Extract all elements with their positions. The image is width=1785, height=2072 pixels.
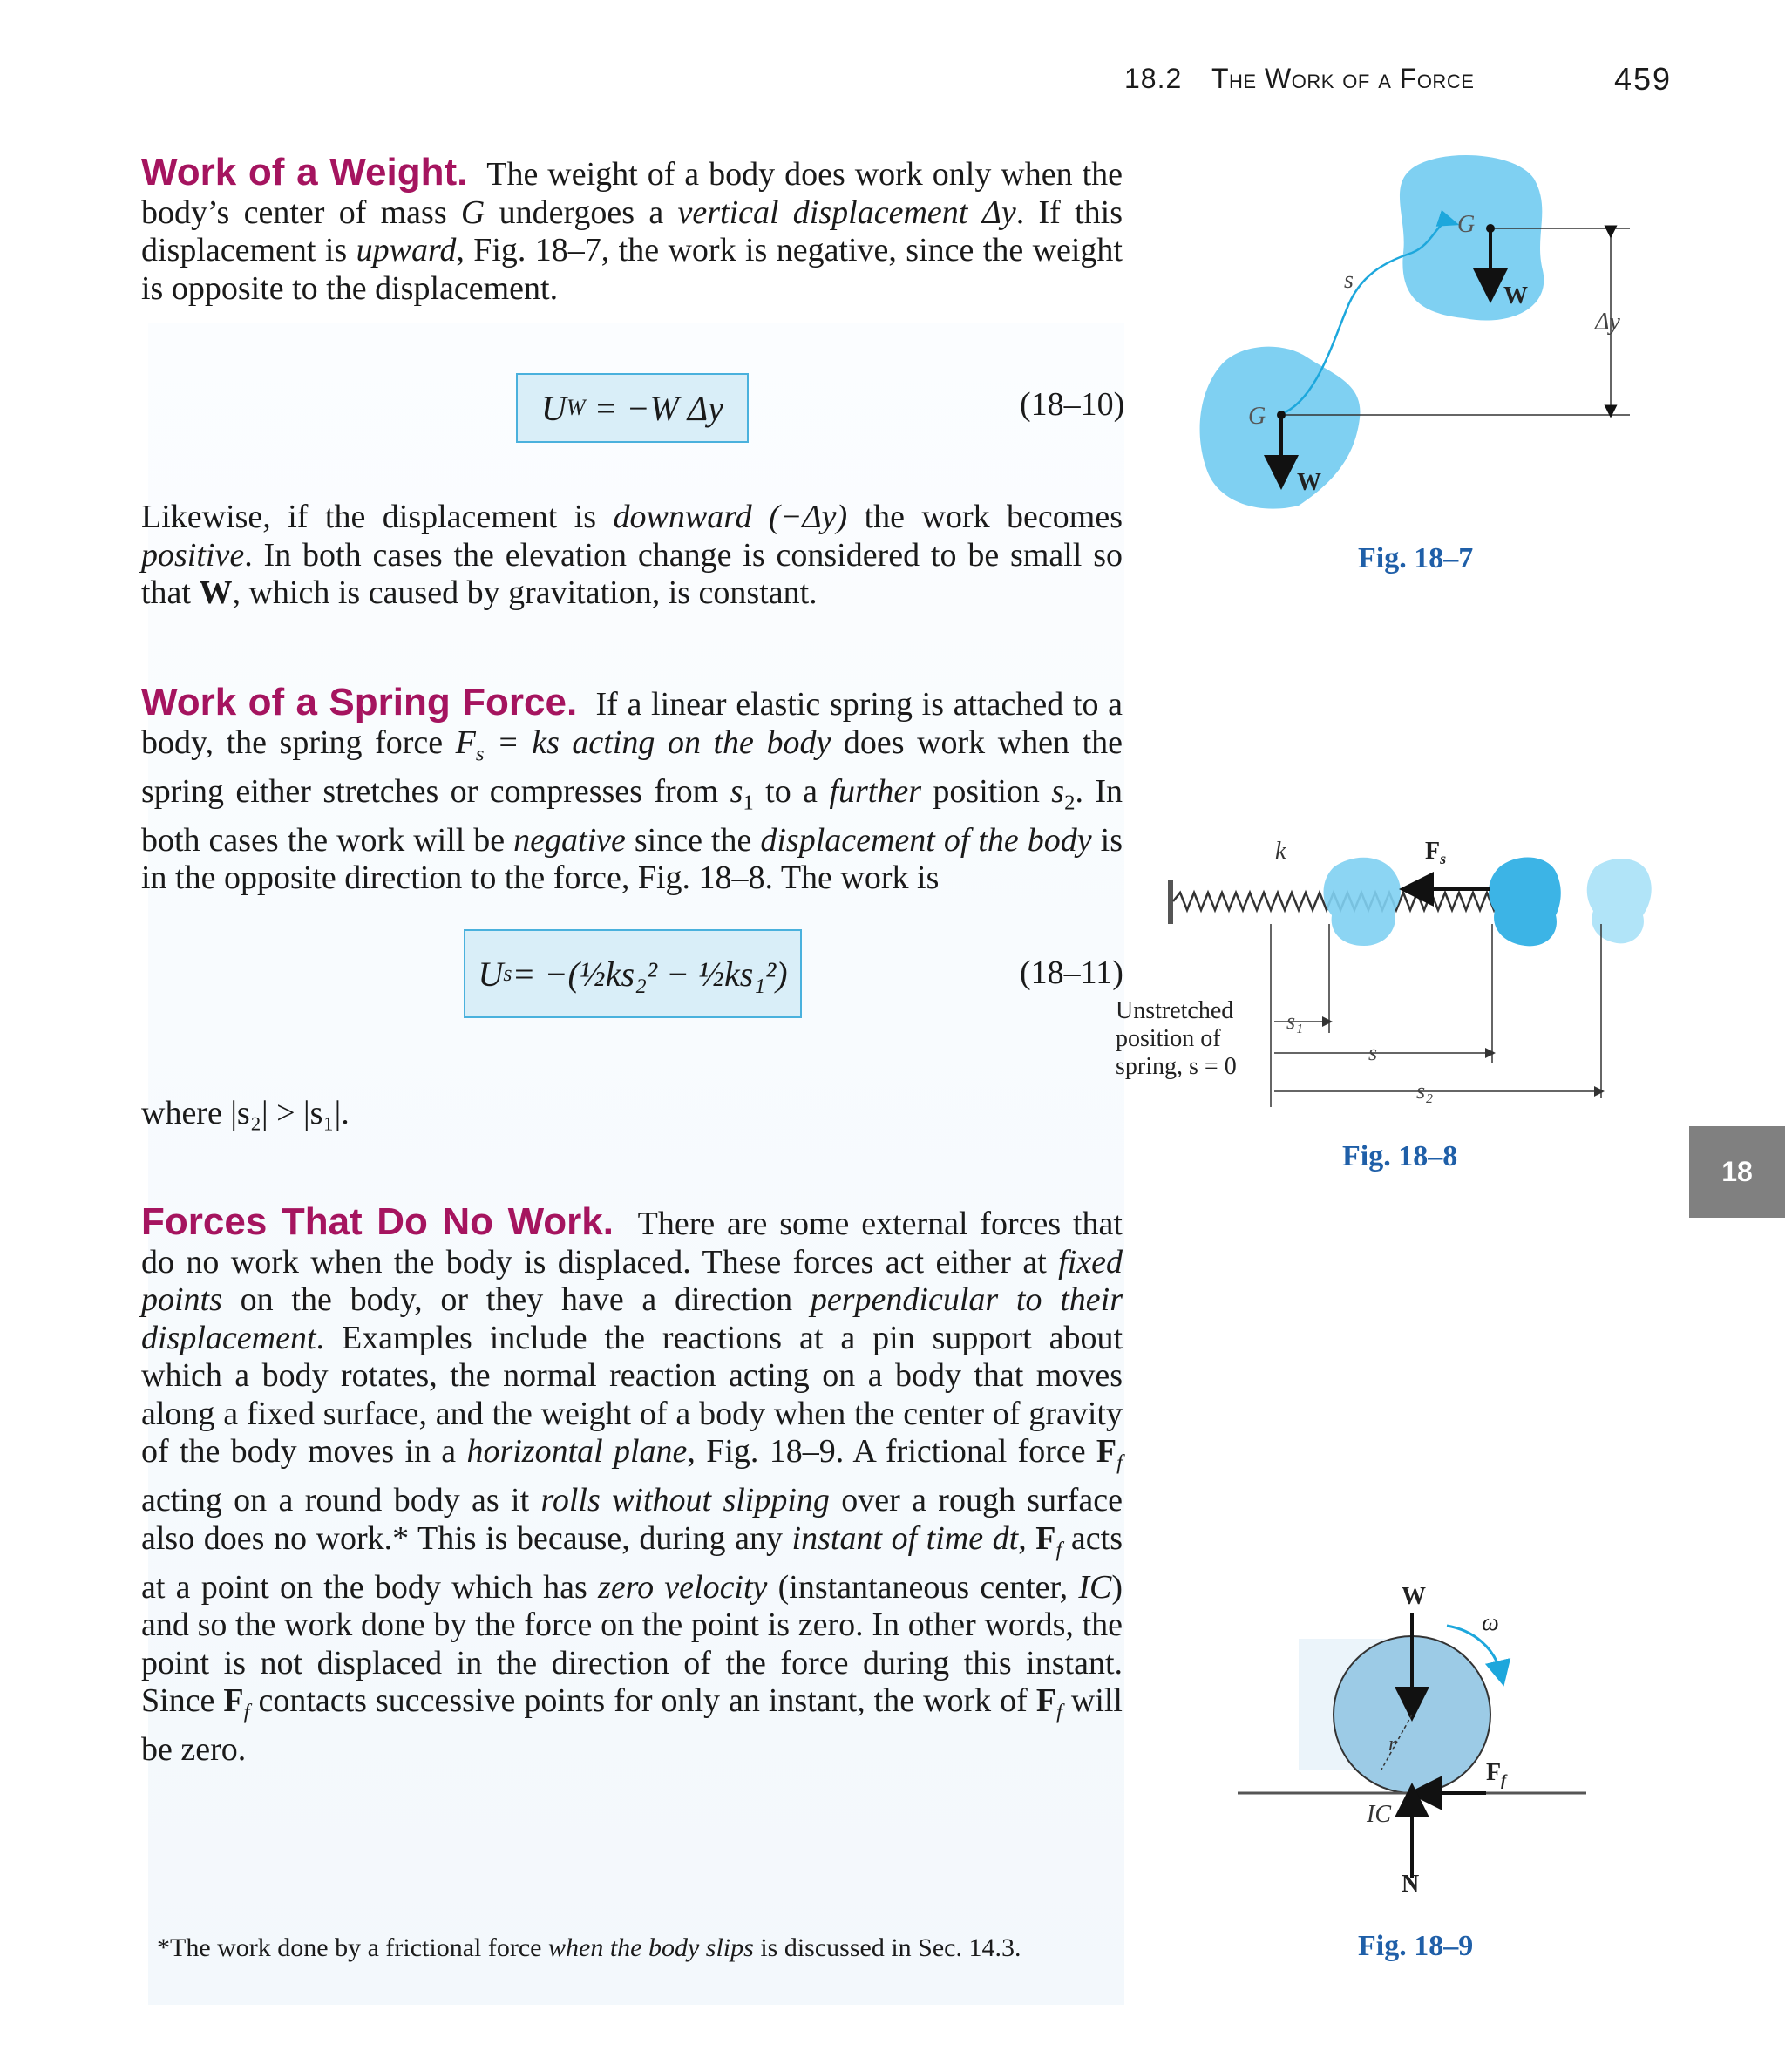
fig-18-9-caption: Fig. 18–9 <box>1358 1930 1474 1962</box>
figure-18-7 <box>1185 148 1639 532</box>
spring-paragraph: Work of a Spring Force. If a linear elastic spring is attached to a body, the spring force $F_s$ = ks acting on the body does work when the spring either stretches or compresses from $s_1$ to a further position $s_2$. In both cases the work will be negative since the displacement of the body is in the opposite direction to the force, Fig. 18–8. The work is <box>141 681 1123 897</box>
label-W-upper: W <box>1503 282 1528 309</box>
nowork-paragraph: Forces That Do No Work. There are some external forces that do no work when the body is displaced. These forces act either at fixed points on the body, or they have a direction perpendicular to their displacement. Examples include the reactions at a pin support about which a body rotates, the normal reaction acting on a body that moves along a fixed surface, and the weight of a body when the center of gravity of the body moves in a horizontal plane, Fig. 18–9. A frictional force $F_f$ acting on a round body as it rolls without slipping over a rough surface also does no work.* This is because, during any instant of time dt, $F_f$ acts at a point on the body which has zero velocity (instantaneous center, IC) and so the work done by the force on the point is zero. In other words, the point is not displaced in the direction of the force during this instant. Since $F_f$ contacts successive points for only an instant, the work of $F_f$ will be zero. <box>141 1200 1123 1769</box>
label-s: s <box>1368 1040 1378 1065</box>
section-title: The Work of a Force <box>1211 63 1475 94</box>
weight-heading: Work of a Weight. <box>141 151 468 194</box>
label-IC: IC <box>1367 1801 1391 1828</box>
body-blob-3 <box>1587 859 1652 943</box>
figure-18-8 <box>1116 828 1691 1116</box>
weight-paragraph-2: Likewise, if the displacement is downward (−Δy) the work becomes positive. In both cases the elevation change is considered to be small so that W, which is caused by gravitation, is constant. <box>141 499 1123 611</box>
footnote: *The work done by a frictional force when the body slips is discussed in Sec. 14.3. <box>157 1933 1021 1962</box>
label-r: r <box>1388 1733 1397 1756</box>
fig-18-8-caption: Fig. 18–8 <box>1342 1140 1458 1172</box>
fig-18-7-caption: Fig. 18–7 <box>1358 542 1474 574</box>
page-number: 459 <box>1614 61 1673 97</box>
chapter-tab[interactable]: 18 <box>1689 1126 1785 1218</box>
unstretched-line-1: Unstretched <box>1116 997 1234 1024</box>
weight-paragraph-1: Work of a Weight. The weight of a body does work only when the body’s center of mass G undergoes a vertical displacement Δy. If this displacement is upward, Fig. 18–7, the work is negative, since the weight is opposite to the displacement. <box>141 151 1123 307</box>
equation-number-18-10: (18–10) <box>1020 386 1125 423</box>
unstretched-line-3: spring, s = 0 <box>1116 1053 1237 1080</box>
label-omega: ω <box>1482 1609 1499 1636</box>
unstretched-line-2: position of <box>1116 1025 1221 1052</box>
label-s: s <box>1344 267 1354 294</box>
body-blob-1 <box>1323 858 1400 946</box>
label-delta-y: Δy <box>1595 309 1620 336</box>
label-W: W <box>1402 1583 1426 1610</box>
equation-18-10: U W = −W Δy <box>516 373 749 443</box>
nowork-heading: Forces That Do No Work. <box>141 1200 614 1243</box>
equation-18-11: U s = −(½ks₂² − ½ks₁²) <box>464 929 802 1018</box>
spring-where: where |s₂| > |s₁|. <box>141 1095 350 1131</box>
label-Fs: $F_s$ <box>1425 838 1447 867</box>
figure-18-9 <box>1229 1578 1595 1909</box>
label-k: k <box>1275 838 1286 865</box>
label-s2: s₂ <box>1416 1078 1434 1104</box>
running-header <box>1124 63 1682 106</box>
section-number: 18.2 <box>1124 63 1183 94</box>
label-s1: s₁ <box>1286 1009 1304 1034</box>
spring-heading: Work of a Spring Force. <box>141 681 578 724</box>
label-Ff: $F_f$ <box>1486 1759 1507 1789</box>
label-W-lower: W <box>1297 469 1321 496</box>
body-blob-2 <box>1489 858 1561 947</box>
label-G-lower: G <box>1248 403 1266 430</box>
equation-number-18-11: (18–11) <box>1020 954 1123 991</box>
label-G-upper: G <box>1457 211 1476 238</box>
label-N: N <box>1402 1871 1420 1898</box>
